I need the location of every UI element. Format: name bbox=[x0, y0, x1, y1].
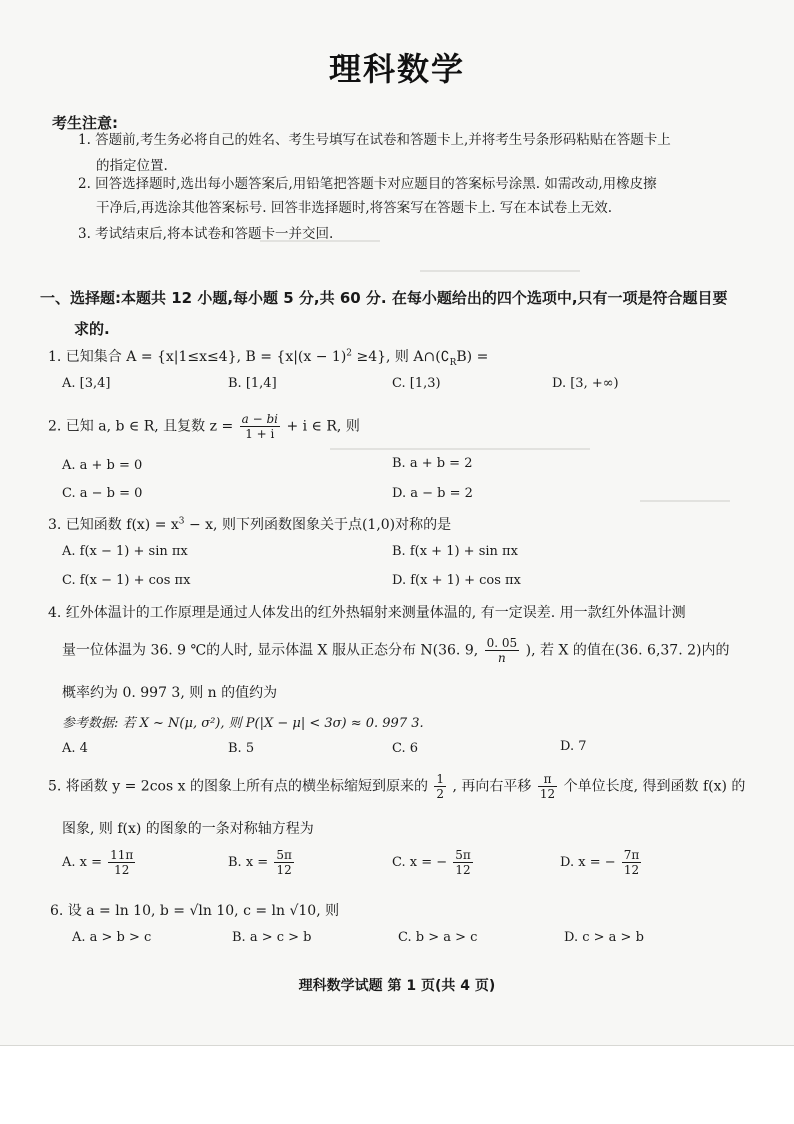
question-3: 3. 已知函数 $f(x) = x^3 - x$, 则下列函数图象关于点(1,0)对称的是 bbox=[48, 516, 452, 533]
question-2: 2. 已知 a, b ∈ R, 且复数 z = $\frac{a - bi}{1 + i}$ + i ∈ R, 则 bbox=[48, 412, 360, 441]
q1-option-a: A. [3,4] bbox=[62, 376, 111, 391]
question-5: 5. 将函数 y = 2cos x 的图象上所有点的横坐标缩短到原来的 $\frac{1}{2}$ , 再向右平移 $\frac{\pi}{12}$ 个单位长度, 得到函数 f(x) 的 bbox=[48, 772, 746, 801]
q4-option-a: A. 4 bbox=[62, 741, 88, 756]
q5-option-b: B. x = $\frac{5\pi}{12}$ bbox=[228, 848, 292, 877]
q2-option-d: D. a − b = 2 bbox=[392, 486, 473, 501]
question-4-line2: 量一位体温为 36. 9 ℃的人时, 显示体温 X 服从正态分布 N(36. 9, $\frac{0. 05}{n}$ ), 若 X 的值在(36. 6,37. 2)内的 bbox=[62, 636, 730, 665]
q5-option-d: D. x = − $\frac{7\pi}{12}$ bbox=[560, 848, 640, 877]
fraction: $\frac{5\pi}{12}$ bbox=[276, 848, 292, 877]
section-heading: 一、选择题:本题共 12 小题,每小题 5 分,共 60 分. 在每小题给出的四个选项中,只有一项是符合题目要 bbox=[40, 289, 728, 307]
page-footer: 理科数学试题 第 1 页(共 4 页) bbox=[298, 978, 496, 994]
page-title: 理科数学 bbox=[328, 50, 465, 88]
fraction: $\frac{0. 05}{n}$ bbox=[486, 636, 518, 665]
q2-option-b: B. a + b = 2 bbox=[392, 456, 473, 471]
fraction: $\frac{a - bi}{1 + i}$ bbox=[241, 412, 278, 441]
q3-option-d: D. f(x + 1) + cos πx bbox=[392, 573, 521, 588]
fraction: $\frac{7\pi}{12}$ bbox=[623, 848, 640, 877]
q5-option-c: C. x = − $\frac{5\pi}{12}$ bbox=[392, 848, 471, 877]
notice-line: 2. 回答选择题时,选出每小题答案后,用铅笔把答题卡对应题目的答案标号涂黑. 如需改动,用橡皮擦 bbox=[78, 176, 657, 192]
question-4-line3: 概率约为 0. 997 3, 则 n 的值约为 bbox=[62, 685, 278, 701]
question-1: 1. 已知集合 A = {x|1≤x≤4}, $B = \{x|(x - 1)^2 \ge 4\}$, 则 $A\cap(∁_RB)$ = bbox=[48, 348, 489, 368]
notice-line: 1. 答题前,考生务必将自己的姓名、考生号填写在试卷和答题卡上,并将考生号条形码粘贴在答题卡上 bbox=[78, 132, 671, 148]
question-6: 6. 设 a = ln 10, b = √ln 10, c = ln √10, 则 bbox=[50, 903, 340, 919]
bleed-mark bbox=[330, 448, 590, 450]
question-5-line2: 图象, 则 f(x) 的图象的一条对称轴方程为 bbox=[62, 821, 314, 837]
q6-option-c: C. b > a > c bbox=[398, 930, 478, 945]
q3-option-a: A. f(x − 1) + sin πx bbox=[62, 544, 188, 559]
q1-option-b: B. [1,4] bbox=[228, 376, 277, 391]
q4-option-c: C. 6 bbox=[392, 741, 419, 756]
question-4: 4. 红外体温计的工作原理是通过人体发出的红外热辐射来测量体温的, 有一定误差. 用一款红外体温计测 bbox=[48, 605, 686, 621]
fraction: $\frac{\pi}{12}$ bbox=[539, 772, 556, 801]
bleed-mark bbox=[420, 270, 580, 272]
q5-option-a: A. x = $\frac{11\pi}{12}$ bbox=[62, 848, 134, 877]
q3-option-b: B. f(x + 1) + sin πx bbox=[392, 544, 518, 559]
q4-option-b: B. 5 bbox=[228, 741, 255, 756]
sheet-edge bbox=[0, 1045, 794, 1046]
q2-option-a: A. a + b = 0 bbox=[62, 458, 143, 473]
section-heading-cont: 求的. bbox=[74, 320, 110, 338]
q6-option-d: D. c > a > b bbox=[564, 930, 644, 945]
notice-line: 3. 考试结束后,将本试卷和答题卡一并交回. bbox=[78, 226, 334, 242]
q1-option-d: D. [3, +∞) bbox=[552, 376, 619, 391]
q6-option-a: A. a > b > c bbox=[72, 930, 152, 945]
notice-line: 干净后,再选涂其他答案标号. 回答非选择题时,将答案写在答题卡上. 写在本试卷上无效. bbox=[96, 200, 613, 216]
fraction: $\frac{5\pi}{12}$ bbox=[455, 848, 471, 877]
fraction: $\frac{1}{2}$ bbox=[436, 772, 445, 801]
q1-option-c: C. [1,3) bbox=[392, 376, 441, 391]
q2-option-c: C. a − b = 0 bbox=[62, 486, 143, 501]
bleed-mark bbox=[640, 500, 730, 502]
fraction: $\frac{11\pi}{12}$ bbox=[110, 848, 134, 877]
reference-data: 参考数据: 若 X ~ N(μ, σ²), 则 P(|X − μ| < 3σ) ≈ 0. 997 3. bbox=[62, 716, 424, 731]
q6-option-b: B. a > c > b bbox=[232, 930, 312, 945]
notice-line: 的指定位置. bbox=[96, 158, 168, 174]
notice-heading: 考生注意: bbox=[52, 114, 118, 132]
q4-option-d: D. 7 bbox=[560, 739, 587, 754]
q3-option-c: C. f(x − 1) + cos πx bbox=[62, 573, 191, 588]
